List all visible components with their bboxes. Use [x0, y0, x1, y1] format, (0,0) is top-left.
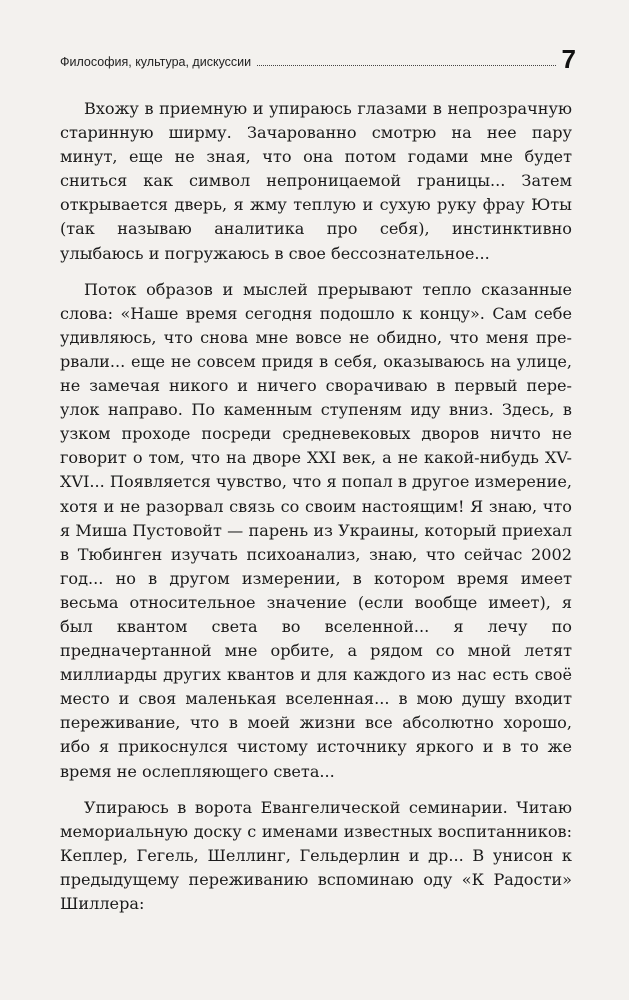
body-text	[60, 97, 572, 928]
paragraph-2: Поток образов и мыслей прерывают тепло сказанные слова: «Наше время сегодня подошло к концу». Сам себе удивляюсь, что снова мне вовсе не обидно, что меня прервали... еще не совсем придя в себя, оказываюсь на улице, не замечая никого и ничего сворачиваю в первый переулок направо. По каменным ступеням иду вниз. Здесь, в узком проходе посреди средневековых дворов ничто не говорит о том, что на дворе XXI век, а не какой-нибудь XV-XVI... Появляется чувство, что я попал в другое измерение, хотя и не разорвал связь со своим настоящим! Я знаю, что я Миша Пустовойт — парень из Украины, который приехал в Тюбинген изучать психоанализ, знаю, что сейчас 2002 год... но в другом измерении, в котором время имеет весьма относительное значение (если вообще имеет), я был квантом света во вселенной... я лечу по предначертанной мне орбите, а рядом со мной летят миллиарды других квантов и для каждого из нас есть своё место и своя маленькая вселенная... в мою душу входит переживание, что в моей жизни все абсолютно хорошо, ибо я прикоснулся чистому источнику яркого и в то же время не ослепляющего света...	[60, 279, 572, 781]
page-number: 7	[561, 44, 576, 74]
section-title: Философия, культура, дискуссии	[60, 55, 252, 69]
running-header	[60, 42, 576, 72]
paragraph-3: Упираюсь в ворота Евангелической семинарии. Читаю мемориальную доску с именами известных воспитанников: Кеплер, Гегель, Шеллинг, Гельдерлин и др... В унисон к предыдущему переживанию вспоминаю оду «К Радости» Шиллера:	[60, 797, 572, 913]
dotted-leader	[257, 65, 555, 66]
paragraph-1: Вхожу в приемную и упираюсь глазами в непрозрачную старинную ширму. Зачарованно смотрю на нее пару минут, еще не зная, что она потом годами мне будет сниться как символ непроницаемой границы... Затем открывается дверь, я жму теплую и сухую руку фрау Юты (так называю аналитика про себя), инстинктивно улыбаюсь и погружаюсь в свое бессознательное...	[60, 99, 572, 263]
